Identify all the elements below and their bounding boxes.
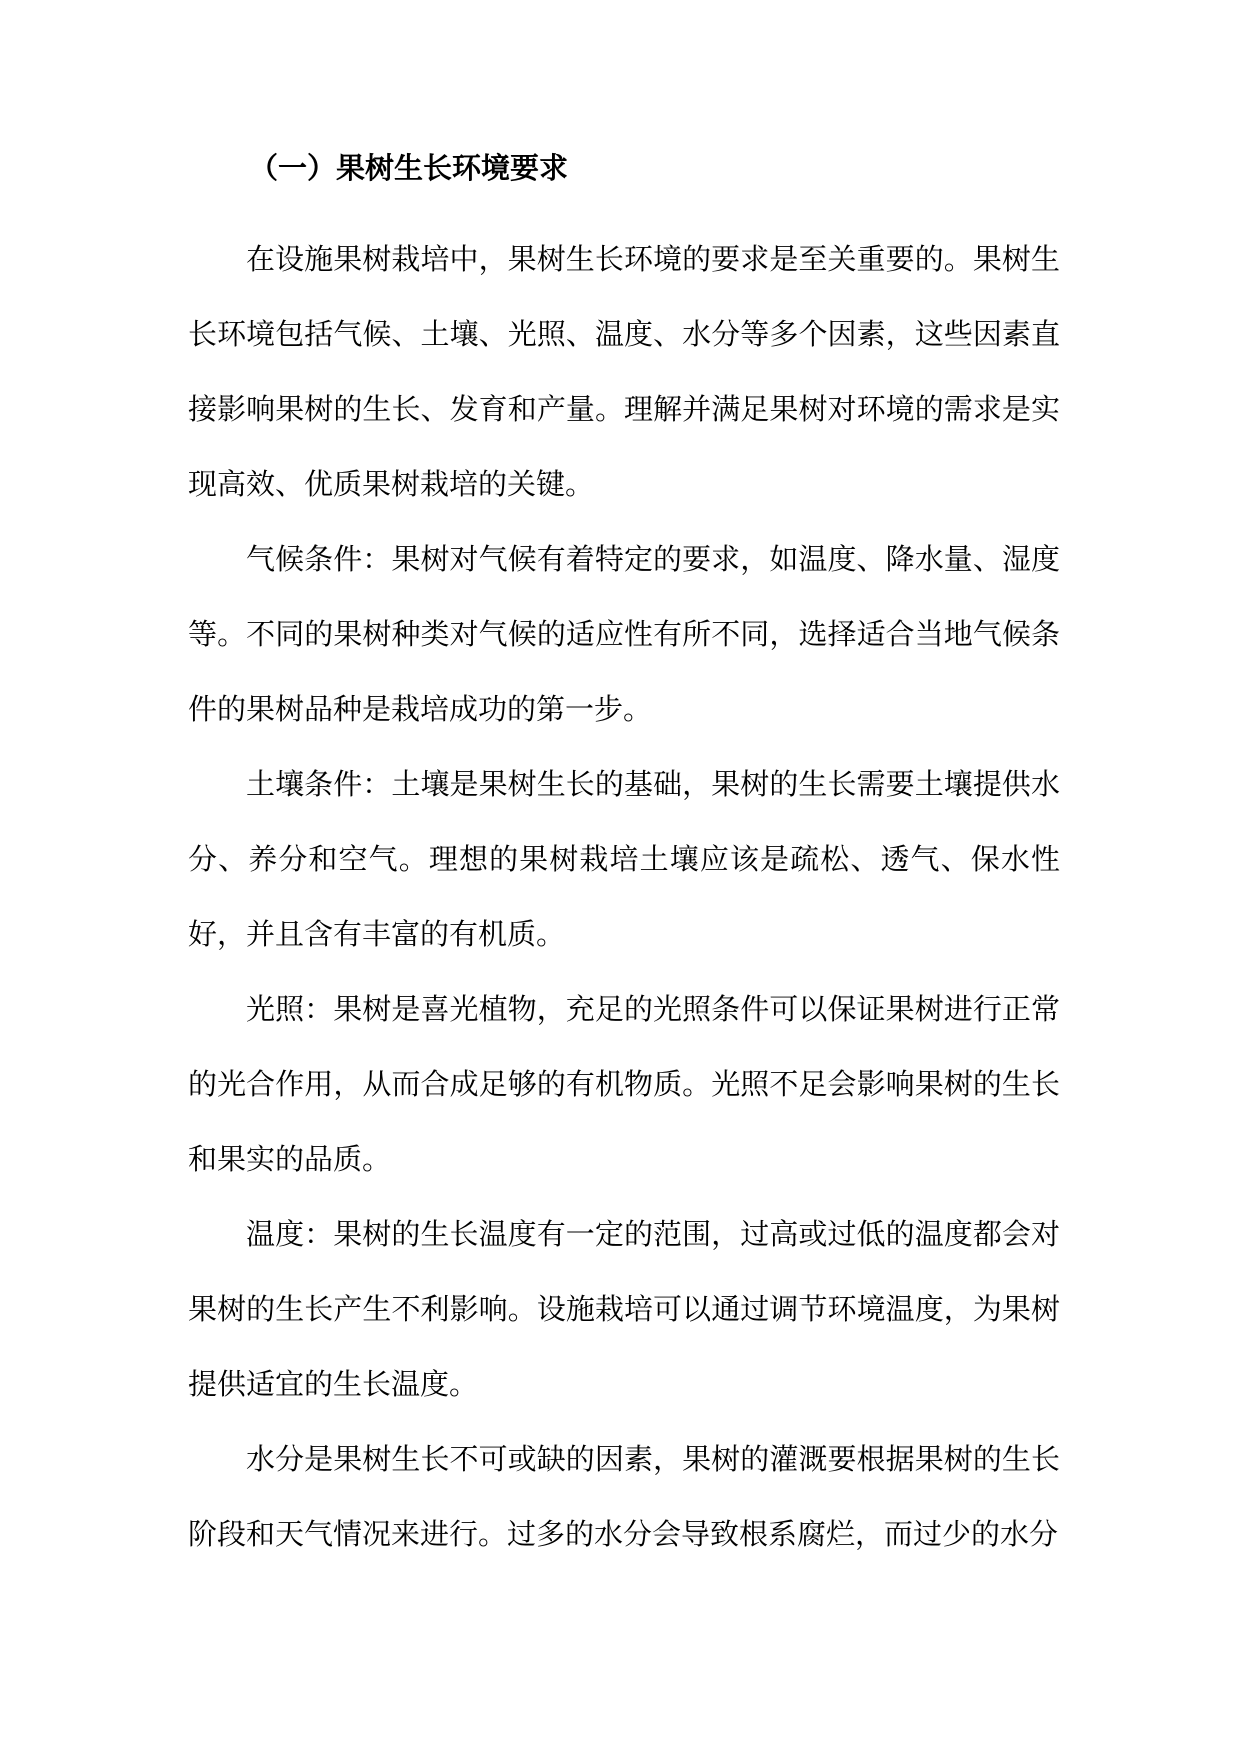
paragraph-water: 水分是果树生长不可或缺的因素，果树的灌溉要根据果树的生长阶段和天气情况来进行。过多的水分会导致根系腐烂，而过少的水分 <box>188 1442 1060 1551</box>
section-heading: （一）果树生长环境要求 <box>249 151 569 185</box>
paragraph-climate: 气候条件：果树对气候有着特定的要求，如温度、降水量、湿度等。不同的果树种类对气候的适应性有所不同，选择适合当地气候条件的果树品种是栽培成功的第一步。 <box>188 542 1060 726</box>
paragraph-soil: 土壤条件：土壤是果树生长的基础，果树的生长需要土壤提供水分、养分和空气。理想的果树栽培土壤应该是疏松、透气、保水性好，并且含有丰富的有机质。 <box>188 767 1060 951</box>
paragraph-light: 光照：果树是喜光植物，充足的光照条件可以保证果树进行正常的光合作用，从而合成足够的有机物质。光照不足会影响果树的生长和果实的品质。 <box>188 992 1060 1176</box>
paragraph-temperature: 温度：果树的生长温度有一定的范围，过高或过低的温度都会对果树的生长产生不利影响。设施栽培可以通过调节环境温度，为果树提供适宜的生长温度。 <box>188 1217 1060 1401</box>
body-text <box>188 222 1060 1572</box>
paragraph-intro: 在设施果树栽培中，果树生长环境的要求是至关重要的。果树生长环境包括气候、土壤、光照、温度、水分等多个因素，这些因素直接影响果树的生长、发育和产量。理解并满足果树对环境的需求是实现高效、优质果树栽培的关键。 <box>188 242 1060 501</box>
